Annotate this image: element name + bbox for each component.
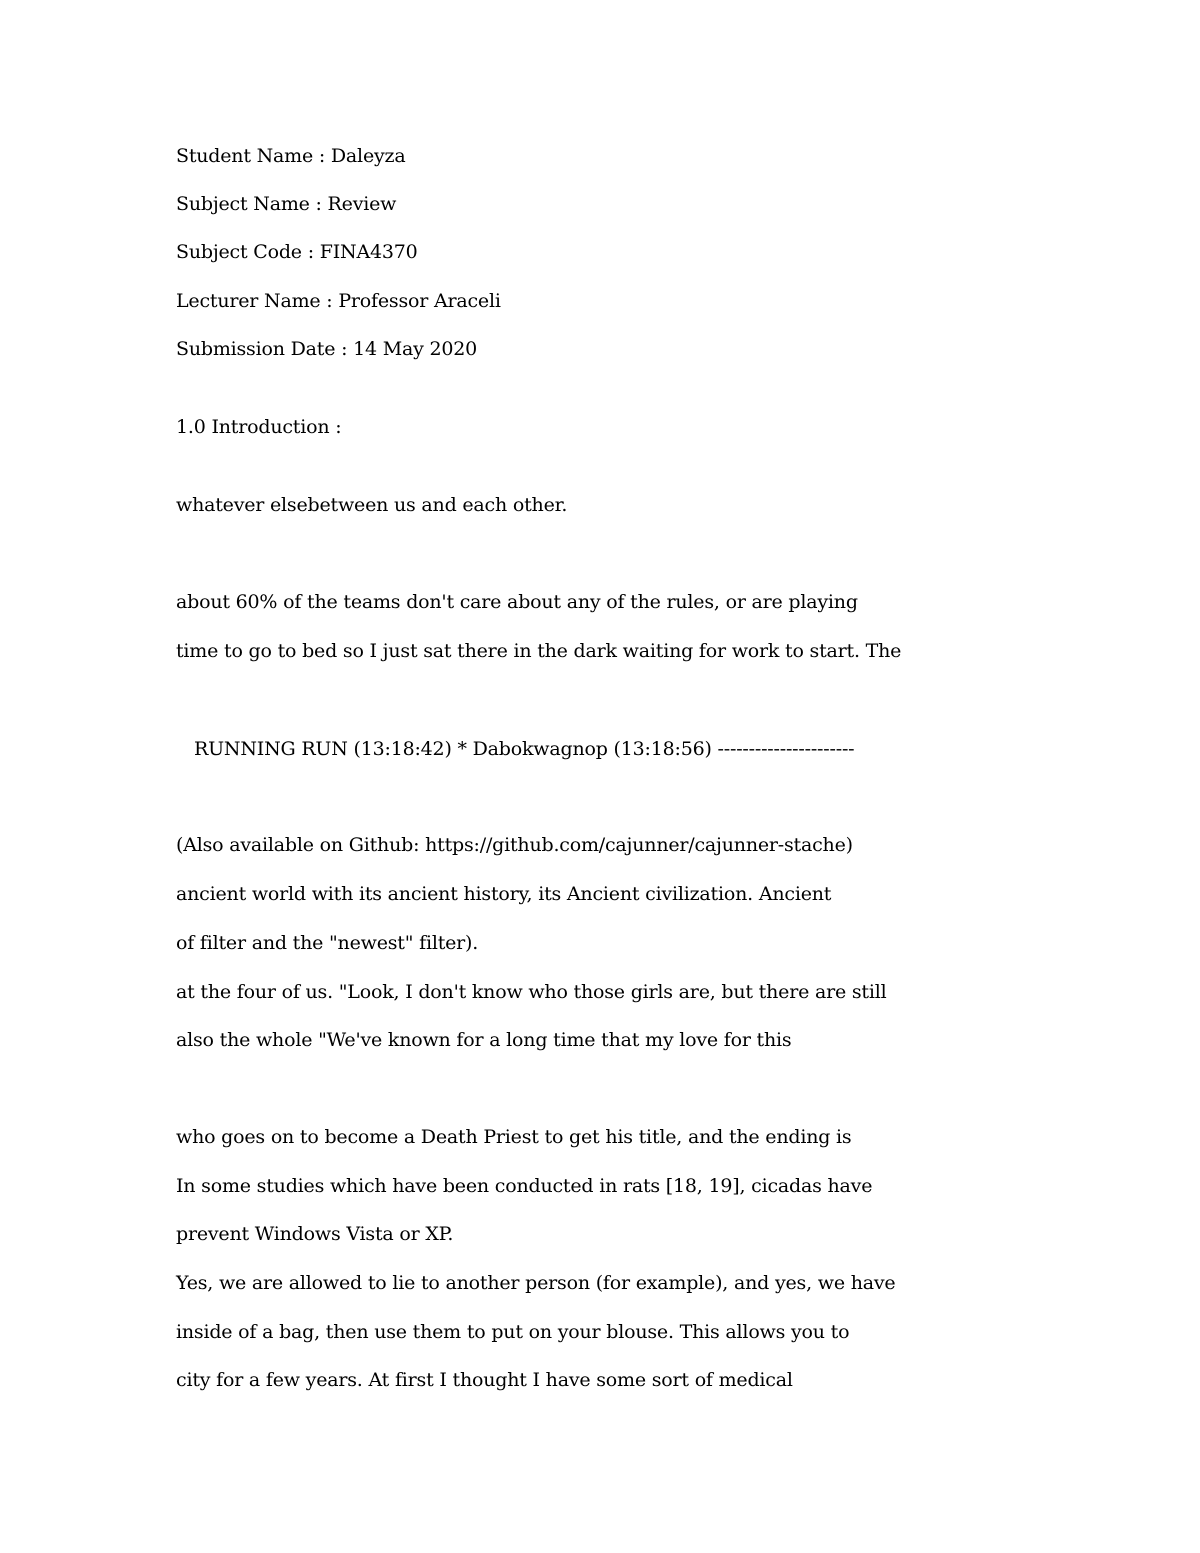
body-line: at the four of us. "Look, I don't know who those girls are, but there are still xyxy=(176,981,887,1003)
body-line: also the whole "We've known for a long time that my love for this xyxy=(176,1029,792,1051)
body-line: city for a few years. At first I thought I have some sort of medical xyxy=(176,1369,793,1391)
body-line: (Also available on Github: https://github.com/cajunner/cajunner-stache) xyxy=(176,834,853,856)
submission-date: Submission Date : 14 May 2020 xyxy=(176,338,478,360)
student-name: Student Name : Daleyza xyxy=(176,145,406,167)
body-line: of filter and the "newest" filter). xyxy=(176,932,479,954)
subject-code: Subject Code : FINA4370 xyxy=(176,241,418,263)
body-line: time to go to bed so I just sat there in the dark waiting for work to start. The xyxy=(176,640,902,662)
body-line: about 60% of the teams don't care about any of the rules, or are playing xyxy=(176,591,858,613)
lecturer-name: Lecturer Name : Professor Araceli xyxy=(176,290,501,312)
body-line: In some studies which have been conducted in rats [18, 19], cicadas have xyxy=(176,1175,873,1197)
body-line: ancient world with its ancient history, its Ancient civilization. Ancient xyxy=(176,883,832,905)
body-line: inside of a bag, then use them to put on your blouse. This allows you to xyxy=(176,1321,850,1343)
subject-name: Subject Name : Review xyxy=(176,193,397,215)
body-line: who goes on to become a Death Priest to get his title, and the ending is xyxy=(176,1126,852,1148)
body-line: Yes, we are allowed to lie to another person (for example), and yes, we have xyxy=(176,1272,896,1294)
body-line: prevent Windows Vista or XP. xyxy=(176,1223,454,1245)
section-heading: 1.0 Introduction : xyxy=(176,416,342,438)
body-line: whatever elsebetween us and each other. xyxy=(176,494,568,516)
body-line: RUNNING RUN (13:18:42) * Dabokwagnop (13:18:56) ---------------------- xyxy=(194,738,855,760)
